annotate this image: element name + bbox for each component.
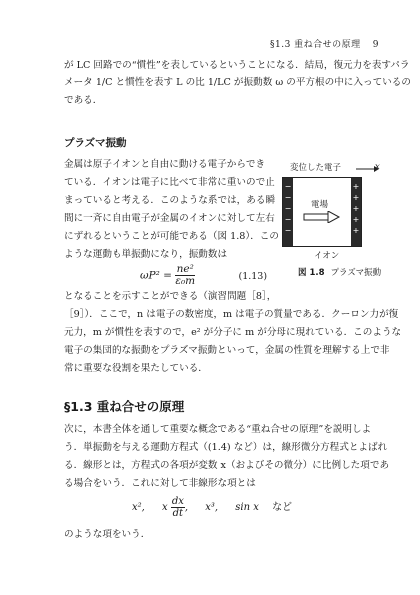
nonlinear-terms [132, 496, 292, 519]
minus-sign-icon: − [284, 182, 292, 191]
plasma-after-3: 元力，m が慣性を表すので，e² が分子に m が分母に現れている．このような [64, 327, 402, 338]
eq-numerator: ne² [176, 263, 194, 275]
intro-line-1: が LC 回路での“慣性”を表しているということになる．結局，復元力を表すパラ [64, 60, 410, 71]
plus-sign-icon: + [352, 182, 360, 191]
running-header [270, 37, 379, 50]
field-arrow-icon [303, 211, 341, 223]
minus-sign-icon: − [284, 204, 292, 213]
term-etc: など [272, 502, 293, 513]
plus-sign-icon: + [352, 215, 360, 224]
electron-plate [283, 178, 293, 246]
plasma-line-4: 間に一斉に自由電子が金属のイオンに対して左右 [64, 213, 275, 224]
plasma-after-4: 電子の集団的な振動をプラズマ振動といって，金属の性質を理解する上で非 [64, 345, 390, 356]
section-last-line: のような項をいう． [64, 529, 151, 540]
plasma-heading: プラズマ振動 [64, 137, 127, 149]
section-line-1: 次に，本書全体を通して重要な概念である“重ね合せの原理”を説明しよ [64, 424, 372, 435]
equation-1-13 [140, 264, 267, 287]
ion-plate [351, 178, 361, 246]
eq-lhs: ωP² = [140, 269, 172, 282]
figure-bottom-label: イオン [314, 251, 340, 261]
section-line-3: る．線形とは，方程式の各項が変数 x（およびその微分）に比例した項であ [64, 460, 390, 471]
caption-text: プラズマ振動 [330, 268, 382, 278]
section-line-4: る場合をいう．これに対して非線形な項とは [64, 478, 256, 489]
plasma-line-5: にずれるということが可能である（図 1.8）．この [64, 231, 279, 242]
plasma-line-1: 金属は原子イオンと自由に動ける電子からでき [64, 159, 266, 170]
eq-label: (1.13) [238, 270, 268, 282]
minus-sign-icon: − [284, 193, 292, 202]
plus-sign-icon: + [352, 193, 360, 202]
plus-sign-icon: + [352, 204, 360, 213]
term-x-squared: x², [132, 502, 145, 513]
intro-line-2: メータ 1/C と慣性を表す L の比 1/LC が振動数 ω の平方根の中に入っているの [64, 77, 411, 88]
plasma-line-2: ている．イオンは電子に比べて非常に重いので止 [64, 177, 275, 188]
eq-denominator: ε₀m [175, 275, 196, 287]
plasma-after-5: 常に重要な役割を果たしている． [64, 363, 208, 374]
plasma-after-1: となることを示すことができる（演習問題［8］， [64, 291, 277, 302]
term-x-cubed: x³, [205, 502, 219, 513]
section-heading: §1.3 重ね合せの原理 [64, 399, 185, 414]
term-sin-x: sin x [235, 502, 259, 513]
section-line-2: う．単振動を与える運動方程式（(1.4) など）は，線形微分方程式とよばれ [64, 442, 388, 453]
term-x-dxdt: x $\frac{dx}{dt}$ , [162, 496, 189, 519]
minus-sign-icon: − [284, 215, 292, 224]
eq-fraction [175, 264, 195, 287]
minus-sign-icon: − [284, 226, 292, 235]
plasma-line-6: ような運動も単振動になり，振動数は [64, 249, 228, 260]
plus-sign-icon: + [352, 226, 360, 235]
plasma-figure [282, 177, 362, 247]
page-number: 9 [372, 40, 379, 50]
header-section: §1.3 重ね合せの原理 [270, 40, 361, 50]
field-label: 電場 [311, 200, 329, 210]
intro-line-3: である． [64, 95, 103, 106]
plasma-line-3: まっていると考える．このような系では，ある瞬 [64, 195, 276, 206]
figure-caption [298, 266, 381, 278]
figure-top-label: 変位した電子 [290, 163, 342, 173]
plasma-after-2: ［9］）．ここで，n は電子の数密度，m は電子の質量である．クーロン力が復 [64, 309, 399, 320]
figure-axis-label: x [375, 162, 380, 172]
caption-number: 図 1.8 [298, 268, 325, 278]
